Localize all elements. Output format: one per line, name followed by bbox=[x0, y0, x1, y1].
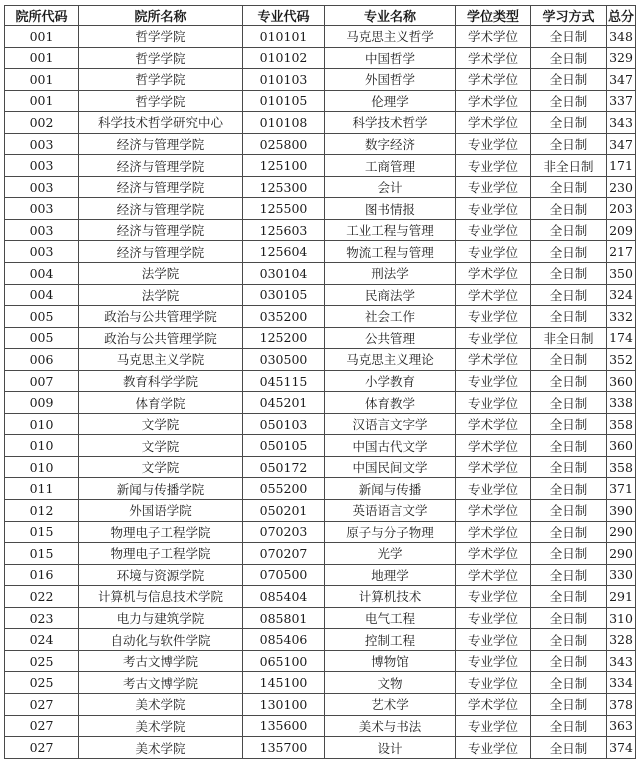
total-score-cell: 329 bbox=[607, 47, 636, 69]
dept-code-cell: 015 bbox=[5, 521, 79, 543]
table-row bbox=[5, 370, 636, 392]
table-row bbox=[5, 500, 636, 522]
major-code-cell: 010103 bbox=[243, 69, 325, 91]
degree-type-cell: 学术学位 bbox=[456, 456, 531, 478]
major-code-cell: 135700 bbox=[243, 737, 325, 759]
degree-type-cell: 专业学位 bbox=[456, 176, 531, 198]
dept-code-cell: 001 bbox=[5, 90, 79, 112]
dept-code-cell: 009 bbox=[5, 392, 79, 414]
degree-type-cell: 学术学位 bbox=[456, 284, 531, 306]
study-mode-cell: 全日制 bbox=[531, 478, 607, 500]
degree-type-cell: 专业学位 bbox=[456, 392, 531, 414]
major-name-cell: 马克思主义哲学 bbox=[325, 26, 456, 48]
study-mode-cell: 全日制 bbox=[531, 112, 607, 134]
study-mode-cell: 全日制 bbox=[531, 715, 607, 737]
table-row bbox=[5, 672, 636, 694]
total-score-cell: 371 bbox=[607, 478, 636, 500]
total-score-cell: 203 bbox=[607, 198, 636, 220]
header-major-name: 专业名称 bbox=[325, 6, 456, 26]
total-score-cell: 334 bbox=[607, 672, 636, 694]
major-code-cell: 010101 bbox=[243, 26, 325, 48]
dept-name-cell: 哲学学院 bbox=[79, 69, 243, 91]
study-mode-cell: 全日制 bbox=[531, 349, 607, 371]
total-score-cell: 332 bbox=[607, 306, 636, 328]
table-row bbox=[5, 543, 636, 565]
major-name-cell: 物流工程与管理 bbox=[325, 241, 456, 263]
dept-code-cell: 003 bbox=[5, 198, 79, 220]
total-score-cell: 348 bbox=[607, 26, 636, 48]
dept-name-cell: 科学技术哲学研究中心 bbox=[79, 112, 243, 134]
degree-type-cell: 学术学位 bbox=[456, 500, 531, 522]
degree-type-cell: 专业学位 bbox=[456, 629, 531, 651]
major-code-cell: 055200 bbox=[243, 478, 325, 500]
table-row bbox=[5, 112, 636, 134]
major-name-cell: 中国民间文学 bbox=[325, 456, 456, 478]
dept-code-cell: 004 bbox=[5, 284, 79, 306]
degree-type-cell: 学术学位 bbox=[456, 413, 531, 435]
dept-code-cell: 027 bbox=[5, 693, 79, 715]
dept-name-cell: 经济与管理学院 bbox=[79, 176, 243, 198]
dept-name-cell: 法学院 bbox=[79, 284, 243, 306]
dept-code-cell: 001 bbox=[5, 69, 79, 91]
study-mode-cell: 全日制 bbox=[531, 133, 607, 155]
dept-name-cell: 经济与管理学院 bbox=[79, 133, 243, 155]
major-code-cell: 025800 bbox=[243, 133, 325, 155]
total-score-cell: 290 bbox=[607, 521, 636, 543]
major-name-cell: 新闻与传播 bbox=[325, 478, 456, 500]
total-score-cell: 358 bbox=[607, 456, 636, 478]
major-code-cell: 030500 bbox=[243, 349, 325, 371]
major-name-cell: 伦理学 bbox=[325, 90, 456, 112]
table-row bbox=[5, 26, 636, 48]
degree-type-cell: 学术学位 bbox=[456, 26, 531, 48]
study-mode-cell: 非全日制 bbox=[531, 155, 607, 177]
degree-type-cell: 专业学位 bbox=[456, 306, 531, 328]
major-code-cell: 050103 bbox=[243, 413, 325, 435]
total-score-cell: 328 bbox=[607, 629, 636, 651]
dept-name-cell: 物理电子工程学院 bbox=[79, 543, 243, 565]
dept-code-cell: 027 bbox=[5, 715, 79, 737]
table-row bbox=[5, 241, 636, 263]
major-name-cell: 光学 bbox=[325, 543, 456, 565]
total-score-cell: 310 bbox=[607, 607, 636, 629]
major-name-cell: 原子与分子物理 bbox=[325, 521, 456, 543]
table-row bbox=[5, 650, 636, 672]
major-name-cell: 会计 bbox=[325, 176, 456, 198]
dept-code-cell: 010 bbox=[5, 435, 79, 457]
study-mode-cell: 全日制 bbox=[531, 456, 607, 478]
table-row bbox=[5, 263, 636, 285]
major-name-cell: 地理学 bbox=[325, 564, 456, 586]
study-mode-cell: 全日制 bbox=[531, 413, 607, 435]
dept-name-cell: 哲学学院 bbox=[79, 26, 243, 48]
degree-type-cell: 专业学位 bbox=[456, 672, 531, 694]
table-row bbox=[5, 90, 636, 112]
major-name-cell: 汉语言文字学 bbox=[325, 413, 456, 435]
study-mode-cell: 非全日制 bbox=[531, 327, 607, 349]
dept-code-cell: 022 bbox=[5, 586, 79, 608]
major-code-cell: 065100 bbox=[243, 650, 325, 672]
degree-type-cell: 专业学位 bbox=[456, 737, 531, 759]
dept-code-cell: 025 bbox=[5, 650, 79, 672]
major-code-cell: 070207 bbox=[243, 543, 325, 565]
degree-type-cell: 学术学位 bbox=[456, 564, 531, 586]
study-mode-cell: 全日制 bbox=[531, 737, 607, 759]
degree-type-cell: 学术学位 bbox=[456, 263, 531, 285]
study-mode-cell: 全日制 bbox=[531, 521, 607, 543]
dept-name-cell: 环境与资源学院 bbox=[79, 564, 243, 586]
table-row bbox=[5, 176, 636, 198]
major-name-cell: 工业工程与管理 bbox=[325, 219, 456, 241]
header-major-code: 专业代码 bbox=[243, 6, 325, 26]
study-mode-cell: 全日制 bbox=[531, 672, 607, 694]
major-name-cell: 图书情报 bbox=[325, 198, 456, 220]
major-name-cell: 中国古代文学 bbox=[325, 435, 456, 457]
total-score-cell: 324 bbox=[607, 284, 636, 306]
major-code-cell: 035200 bbox=[243, 306, 325, 328]
major-name-cell: 刑法学 bbox=[325, 263, 456, 285]
major-code-cell: 070500 bbox=[243, 564, 325, 586]
degree-type-cell: 学术学位 bbox=[456, 112, 531, 134]
total-score-cell: 291 bbox=[607, 586, 636, 608]
major-code-cell: 030104 bbox=[243, 263, 325, 285]
dept-code-cell: 001 bbox=[5, 47, 79, 69]
total-score-cell: 347 bbox=[607, 69, 636, 91]
dept-code-cell: 003 bbox=[5, 241, 79, 263]
table-row bbox=[5, 413, 636, 435]
table-row bbox=[5, 306, 636, 328]
total-score-cell: 360 bbox=[607, 370, 636, 392]
major-code-cell: 050201 bbox=[243, 500, 325, 522]
major-name-cell: 文物 bbox=[325, 672, 456, 694]
table-row bbox=[5, 133, 636, 155]
dept-name-cell: 体育学院 bbox=[79, 392, 243, 414]
degree-type-cell: 学术学位 bbox=[456, 47, 531, 69]
dept-code-cell: 025 bbox=[5, 672, 79, 694]
dept-name-cell: 经济与管理学院 bbox=[79, 198, 243, 220]
total-score-cell: 374 bbox=[607, 737, 636, 759]
major-name-cell: 博物馆 bbox=[325, 650, 456, 672]
table-row bbox=[5, 69, 636, 91]
table-row bbox=[5, 521, 636, 543]
major-name-cell: 科学技术哲学 bbox=[325, 112, 456, 134]
total-score-cell: 390 bbox=[607, 500, 636, 522]
total-score-cell: 343 bbox=[607, 112, 636, 134]
dept-name-cell: 教育科学学院 bbox=[79, 370, 243, 392]
header-dept-code: 院所代码 bbox=[5, 6, 79, 26]
study-mode-cell: 全日制 bbox=[531, 306, 607, 328]
dept-name-cell: 政治与公共管理学院 bbox=[79, 306, 243, 328]
dept-name-cell: 美术学院 bbox=[79, 737, 243, 759]
major-code-cell: 010108 bbox=[243, 112, 325, 134]
total-score-cell: 209 bbox=[607, 219, 636, 241]
degree-type-cell: 学术学位 bbox=[456, 693, 531, 715]
major-name-cell: 控制工程 bbox=[325, 629, 456, 651]
dept-name-cell: 文学院 bbox=[79, 456, 243, 478]
degree-type-cell: 专业学位 bbox=[456, 155, 531, 177]
major-name-cell: 计算机技术 bbox=[325, 586, 456, 608]
dept-code-cell: 027 bbox=[5, 737, 79, 759]
header-total-score: 总分 bbox=[607, 6, 636, 26]
degree-type-cell: 专业学位 bbox=[456, 370, 531, 392]
dept-name-cell: 经济与管理学院 bbox=[79, 219, 243, 241]
header-study-mode: 学习方式 bbox=[531, 6, 607, 26]
total-score-cell: 171 bbox=[607, 155, 636, 177]
table-row bbox=[5, 284, 636, 306]
dept-name-cell: 计算机与信息技术学院 bbox=[79, 586, 243, 608]
header-dept-name: 院所名称 bbox=[79, 6, 243, 26]
degree-type-cell: 学术学位 bbox=[456, 69, 531, 91]
major-name-cell: 中国哲学 bbox=[325, 47, 456, 69]
major-code-cell: 010102 bbox=[243, 47, 325, 69]
major-code-cell: 125603 bbox=[243, 219, 325, 241]
major-name-cell: 体育教学 bbox=[325, 392, 456, 414]
dept-name-cell: 物理电子工程学院 bbox=[79, 521, 243, 543]
major-name-cell: 公共管理 bbox=[325, 327, 456, 349]
degree-type-cell: 学术学位 bbox=[456, 543, 531, 565]
total-score-cell: 352 bbox=[607, 349, 636, 371]
study-mode-cell: 全日制 bbox=[531, 69, 607, 91]
dept-code-cell: 010 bbox=[5, 413, 79, 435]
dept-name-cell: 经济与管理学院 bbox=[79, 155, 243, 177]
dept-name-cell: 哲学学院 bbox=[79, 90, 243, 112]
degree-type-cell: 专业学位 bbox=[456, 607, 531, 629]
table-row bbox=[5, 586, 636, 608]
degree-type-cell: 专业学位 bbox=[456, 715, 531, 737]
total-score-cell: 358 bbox=[607, 413, 636, 435]
table-row bbox=[5, 198, 636, 220]
total-score-cell: 337 bbox=[607, 90, 636, 112]
major-code-cell: 125200 bbox=[243, 327, 325, 349]
dept-code-cell: 006 bbox=[5, 349, 79, 371]
study-mode-cell: 全日制 bbox=[531, 198, 607, 220]
table-row bbox=[5, 737, 636, 759]
dept-name-cell: 马克思主义学院 bbox=[79, 349, 243, 371]
major-name-cell: 电气工程 bbox=[325, 607, 456, 629]
dept-code-cell: 010 bbox=[5, 456, 79, 478]
dept-code-cell: 001 bbox=[5, 26, 79, 48]
degree-type-cell: 专业学位 bbox=[456, 241, 531, 263]
table-row bbox=[5, 155, 636, 177]
total-score-cell: 347 bbox=[607, 133, 636, 155]
degree-type-cell: 专业学位 bbox=[456, 478, 531, 500]
dept-name-cell: 外国语学院 bbox=[79, 500, 243, 522]
study-mode-cell: 全日制 bbox=[531, 90, 607, 112]
dept-name-cell: 美术学院 bbox=[79, 715, 243, 737]
header-degree-type: 学位类型 bbox=[456, 6, 531, 26]
degree-type-cell: 学术学位 bbox=[456, 90, 531, 112]
degree-type-cell: 学术学位 bbox=[456, 435, 531, 457]
dept-name-cell: 考古文博学院 bbox=[79, 650, 243, 672]
major-code-cell: 045115 bbox=[243, 370, 325, 392]
dept-code-cell: 012 bbox=[5, 500, 79, 522]
major-code-cell: 135600 bbox=[243, 715, 325, 737]
study-mode-cell: 全日制 bbox=[531, 435, 607, 457]
admission-score-table bbox=[4, 5, 636, 759]
dept-code-cell: 005 bbox=[5, 327, 79, 349]
major-name-cell: 数字经济 bbox=[325, 133, 456, 155]
degree-type-cell: 专业学位 bbox=[456, 327, 531, 349]
table-row bbox=[5, 435, 636, 457]
study-mode-cell: 全日制 bbox=[531, 564, 607, 586]
major-code-cell: 125100 bbox=[243, 155, 325, 177]
table-row bbox=[5, 47, 636, 69]
major-name-cell: 外国哲学 bbox=[325, 69, 456, 91]
study-mode-cell: 全日制 bbox=[531, 607, 607, 629]
table-row bbox=[5, 715, 636, 737]
total-score-cell: 338 bbox=[607, 392, 636, 414]
major-name-cell: 美术与书法 bbox=[325, 715, 456, 737]
dept-code-cell: 002 bbox=[5, 112, 79, 134]
table-row bbox=[5, 629, 636, 651]
total-score-cell: 230 bbox=[607, 176, 636, 198]
major-code-cell: 085404 bbox=[243, 586, 325, 608]
dept-name-cell: 新闻与传播学院 bbox=[79, 478, 243, 500]
study-mode-cell: 全日制 bbox=[531, 176, 607, 198]
table-row bbox=[5, 693, 636, 715]
degree-type-cell: 专业学位 bbox=[456, 198, 531, 220]
study-mode-cell: 全日制 bbox=[531, 284, 607, 306]
major-name-cell: 民商法学 bbox=[325, 284, 456, 306]
study-mode-cell: 全日制 bbox=[531, 263, 607, 285]
study-mode-cell: 全日制 bbox=[531, 543, 607, 565]
dept-code-cell: 004 bbox=[5, 263, 79, 285]
table-header-row bbox=[5, 6, 636, 26]
dept-name-cell: 文学院 bbox=[79, 435, 243, 457]
table-row bbox=[5, 456, 636, 478]
total-score-cell: 378 bbox=[607, 693, 636, 715]
table-row bbox=[5, 564, 636, 586]
major-code-cell: 085801 bbox=[243, 607, 325, 629]
major-code-cell: 050172 bbox=[243, 456, 325, 478]
study-mode-cell: 全日制 bbox=[531, 650, 607, 672]
table-body bbox=[5, 26, 636, 759]
major-code-cell: 045201 bbox=[243, 392, 325, 414]
table-row bbox=[5, 478, 636, 500]
table-row bbox=[5, 607, 636, 629]
degree-type-cell: 学术学位 bbox=[456, 349, 531, 371]
degree-type-cell: 专业学位 bbox=[456, 586, 531, 608]
total-score-cell: 174 bbox=[607, 327, 636, 349]
dept-code-cell: 007 bbox=[5, 370, 79, 392]
study-mode-cell: 全日制 bbox=[531, 241, 607, 263]
dept-name-cell: 哲学学院 bbox=[79, 47, 243, 69]
major-code-cell: 145100 bbox=[243, 672, 325, 694]
dept-name-cell: 美术学院 bbox=[79, 693, 243, 715]
total-score-cell: 363 bbox=[607, 715, 636, 737]
study-mode-cell: 全日制 bbox=[531, 47, 607, 69]
table-row bbox=[5, 219, 636, 241]
major-code-cell: 030105 bbox=[243, 284, 325, 306]
major-name-cell: 小学教育 bbox=[325, 370, 456, 392]
table-row bbox=[5, 349, 636, 371]
degree-type-cell: 专业学位 bbox=[456, 133, 531, 155]
study-mode-cell: 全日制 bbox=[531, 500, 607, 522]
study-mode-cell: 全日制 bbox=[531, 693, 607, 715]
dept-code-cell: 003 bbox=[5, 176, 79, 198]
total-score-cell: 360 bbox=[607, 435, 636, 457]
dept-code-cell: 015 bbox=[5, 543, 79, 565]
total-score-cell: 350 bbox=[607, 263, 636, 285]
dept-name-cell: 考古文博学院 bbox=[79, 672, 243, 694]
total-score-cell: 217 bbox=[607, 241, 636, 263]
dept-code-cell: 011 bbox=[5, 478, 79, 500]
total-score-cell: 330 bbox=[607, 564, 636, 586]
study-mode-cell: 全日制 bbox=[531, 370, 607, 392]
major-name-cell: 设计 bbox=[325, 737, 456, 759]
dept-code-cell: 005 bbox=[5, 306, 79, 328]
degree-type-cell: 专业学位 bbox=[456, 219, 531, 241]
study-mode-cell: 全日制 bbox=[531, 219, 607, 241]
major-name-cell: 英语语言文学 bbox=[325, 500, 456, 522]
major-name-cell: 工商管理 bbox=[325, 155, 456, 177]
major-code-cell: 125604 bbox=[243, 241, 325, 263]
study-mode-cell: 全日制 bbox=[531, 392, 607, 414]
table-row bbox=[5, 327, 636, 349]
degree-type-cell: 学术学位 bbox=[456, 521, 531, 543]
degree-type-cell: 专业学位 bbox=[456, 650, 531, 672]
major-code-cell: 125300 bbox=[243, 176, 325, 198]
table-row bbox=[5, 392, 636, 414]
total-score-cell: 290 bbox=[607, 543, 636, 565]
study-mode-cell: 全日制 bbox=[531, 629, 607, 651]
major-name-cell: 社会工作 bbox=[325, 306, 456, 328]
dept-name-cell: 法学院 bbox=[79, 263, 243, 285]
dept-name-cell: 政治与公共管理学院 bbox=[79, 327, 243, 349]
major-code-cell: 085406 bbox=[243, 629, 325, 651]
total-score-cell: 343 bbox=[607, 650, 636, 672]
major-name-cell: 马克思主义理论 bbox=[325, 349, 456, 371]
dept-code-cell: 016 bbox=[5, 564, 79, 586]
major-code-cell: 130100 bbox=[243, 693, 325, 715]
major-code-cell: 050105 bbox=[243, 435, 325, 457]
dept-code-cell: 023 bbox=[5, 607, 79, 629]
dept-code-cell: 024 bbox=[5, 629, 79, 651]
dept-name-cell: 经济与管理学院 bbox=[79, 241, 243, 263]
major-name-cell: 艺术学 bbox=[325, 693, 456, 715]
major-code-cell: 070203 bbox=[243, 521, 325, 543]
major-code-cell: 125500 bbox=[243, 198, 325, 220]
major-code-cell: 010105 bbox=[243, 90, 325, 112]
dept-code-cell: 003 bbox=[5, 133, 79, 155]
dept-name-cell: 自动化与软件学院 bbox=[79, 629, 243, 651]
study-mode-cell: 全日制 bbox=[531, 26, 607, 48]
dept-name-cell: 电力与建筑学院 bbox=[79, 607, 243, 629]
dept-code-cell: 003 bbox=[5, 155, 79, 177]
dept-code-cell: 003 bbox=[5, 219, 79, 241]
study-mode-cell: 全日制 bbox=[531, 586, 607, 608]
dept-name-cell: 文学院 bbox=[79, 413, 243, 435]
